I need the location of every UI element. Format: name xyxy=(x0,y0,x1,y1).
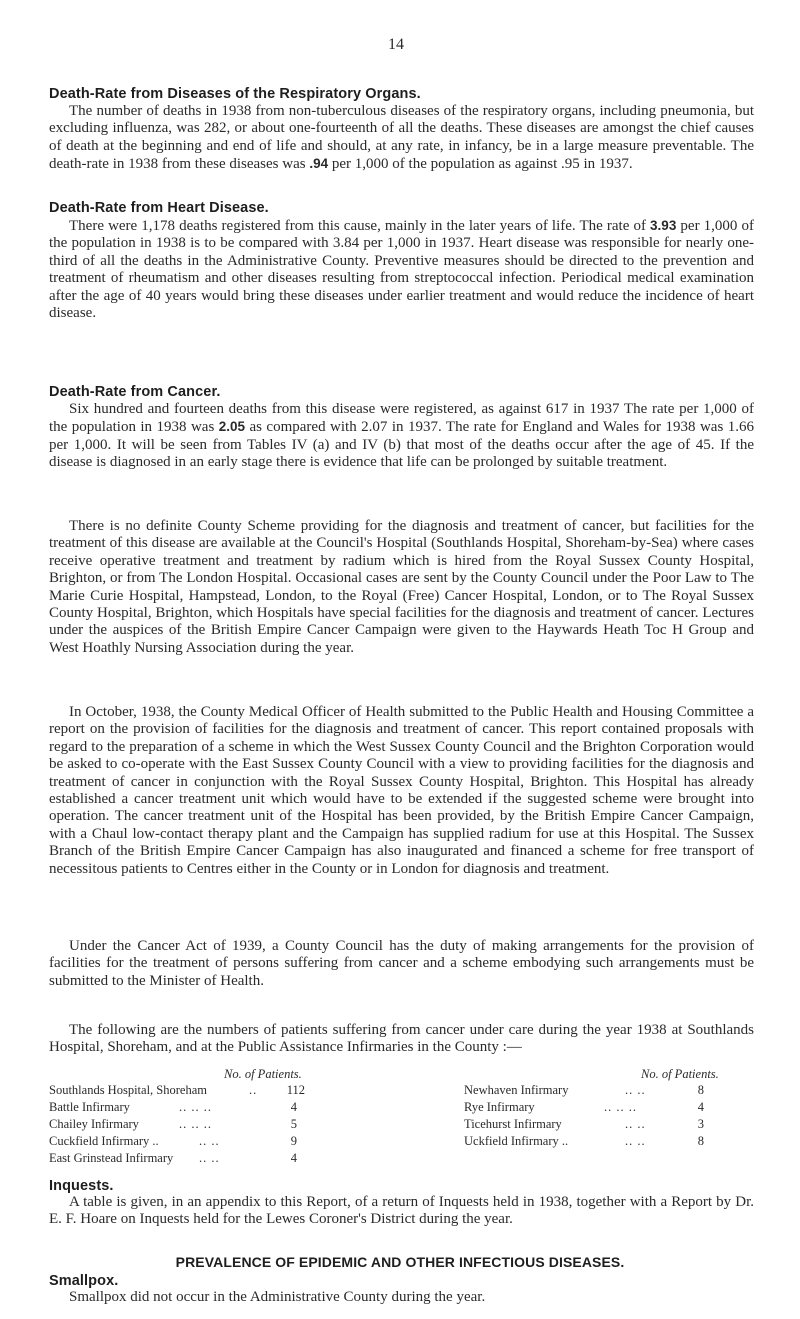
table-row xyxy=(49,1151,389,1167)
left-column-header: No. of Patients. xyxy=(224,1067,302,1081)
cancer-paragraph-2: There is no definite County Scheme providing for the diagnosis and treatment of cancer, but facilities for the treatment of this disease are available at the Council's Hospital (Southlands Hospital, Shoreham-by-Sea) where cases receive operative treatment and treatment by radium which is hired from the Royal Sussex County Hospital, Brighton, or from The London Hospital. Occasional cases are sent by the County Council under the Poor Law to The Marie Curie Hospital, Hampstead, London, to the Royal (Free) Cancer Hospital, London, or to The Royal Sussex County Hospital, Brighton, which Hospitals have special facilities for the diagnosis and treatment of cancer. Lectures under the auspices of the British Empire Cancer Campaign were given to the Haywards Heath Toc H Group and West Hoathly Nursing Association during the year. xyxy=(49,518,754,656)
table-row xyxy=(49,1100,389,1116)
cancer-paragraph-5: The following are the numbers of patients suffering from cancer under care during the year 1938 at Southlands Hospital, Shoreham, and at the Public Assistance Infirmaries in the County :— xyxy=(49,1022,754,1056)
heart-section xyxy=(49,200,754,322)
text-run: as compared with 2.07 in 1937. The rate for England and Wales for 1938 was 1.66 per 1,000. It will be seen from Tables IV (a) and IV (b) that most of the deaths occur after the age of 45. If the disease is diagnosed in an early stage there is evidence that life can be prolonged by suitable treatment. xyxy=(49,419,754,471)
leader-dots: .. .. xyxy=(625,1117,646,1131)
table-row xyxy=(49,1117,389,1133)
patient-count: 5 xyxy=(290,1117,297,1131)
leader-dots: .. .. xyxy=(625,1083,646,1097)
rate-value: 2.05 xyxy=(218,419,246,435)
page-number: 14 xyxy=(388,36,404,53)
smallpox-heading: Smallpox. xyxy=(49,1273,119,1289)
cancer-heading: Death-Rate from Cancer. xyxy=(49,384,221,400)
leader-dots: .. .. xyxy=(625,1134,646,1148)
table-row xyxy=(464,1117,764,1133)
patient-count: 3 xyxy=(697,1117,704,1131)
leader-dots: .. .. .. xyxy=(179,1100,212,1114)
rate-value: .94 xyxy=(309,156,329,172)
facility-name: Southlands Hospital, Shoreham xyxy=(49,1083,207,1097)
prevalence-heading-wrap xyxy=(0,1254,800,1270)
smallpox-paragraph: Smallpox did not occur in the Administrative County during the year. xyxy=(69,1289,486,1305)
cancer-section-5 xyxy=(49,1022,754,1057)
cancer-section-3 xyxy=(49,704,754,878)
facility-name: Battle Infirmary xyxy=(49,1100,130,1114)
patient-count: 4 xyxy=(290,1100,297,1114)
table-row xyxy=(464,1083,764,1099)
inquests-heading: Inquests. xyxy=(49,1178,114,1194)
text-run: The number of deaths in 1938 from non-tuberculous diseases of the respiratory organs, including pneumonia, but excluding influenza, was 282, or about one-fourteenth of all the deaths. These diseases are amongst the chief causes of death at the beginning and end of life and should, at any rate, in infancy, be in a large measure preventable. The death-rate in 1938 from these diseases was xyxy=(49,103,754,173)
patient-count: 4 xyxy=(290,1151,297,1165)
cancer-section-2 xyxy=(49,518,754,657)
rate-value: 3.93 xyxy=(650,218,677,233)
facility-name: Uckfield Infirmary .. xyxy=(464,1134,569,1148)
heart-paragraph xyxy=(49,217,754,322)
leader-dots: .. .. .. xyxy=(604,1100,637,1114)
text-run: per 1,000 of the population as against .95 in 1937. xyxy=(328,156,633,173)
respiratory-section xyxy=(49,86,754,174)
cancer-paragraph-3: In October, 1938, the County Medical Officer of Health submitted to the Public Health and Housing Committee a report on the provision of facilities for the diagnosis and treatment of cancer. This report contained proposals with regard to the preparation of a scheme in which the West Sussex County Council and the Brighton Corporation would be asked to co-operate with the East Sussex County Council with a view to providing facilities for the diagnosis and treatment of cancer in conjunction with the Royal Sussex County Hospital, Brighton. This Hospital has already established a cancer treatment unit which would have to be extended if the suggested scheme were brought into operation. The cancer treatment unit of the Hospital has been provided, by the British Empire Cancer Campaign, with a Chaul low-contact therapy plant and the Campaign has supplied radium for use at this Hospital. The Sussex Branch of the British Empire Cancer Campaign has also inaugurated and financed a scheme for free transport of necessitous patients to Centres either in the County or in London for diagnosis and treatment. xyxy=(49,704,754,877)
patient-count: 112 xyxy=(286,1083,305,1097)
facility-name: Chailey Infirmary xyxy=(49,1117,139,1131)
facility-name: Newhaven Infirmary xyxy=(464,1083,569,1097)
table-row xyxy=(464,1100,764,1116)
facility-name: Ticehurst Infirmary xyxy=(464,1117,562,1131)
table-row xyxy=(49,1134,389,1150)
smallpox-section xyxy=(49,1273,754,1306)
text-run: There were 1,178 deaths registered from this cause, mainly in the later years of life. The rate of xyxy=(69,218,651,234)
cancer-section-4 xyxy=(49,938,754,990)
patient-count: 4 xyxy=(697,1100,704,1114)
facility-name: East Grinstead Infirmary xyxy=(49,1151,174,1165)
heart-heading: Death-Rate from Heart Disease. xyxy=(49,200,269,216)
prevalence-heading: PREVALENCE OF EPIDEMIC AND OTHER INFECTIOUS DISEASES. xyxy=(175,1254,625,1270)
cancer-paragraph-1 xyxy=(49,401,754,472)
right-column-header: No. of Patients. xyxy=(641,1067,719,1081)
patient-count: 9 xyxy=(290,1134,297,1148)
text-run: per 1,000 of the population in 1938 is to be compared with 3.84 per 1,000 in 1937. Heart disease was responsible for nearly one-third of all the deaths in the Administrative County. Preventive measures should be directed to the prevention and treatment of rheumatism and other diseases resulting from streptococcal infection. Periodical medical examination after the age of 40 years would bring these diseases under earlier treatment and would reduce the incidence of heart disease. xyxy=(49,218,754,322)
text-run: Six hundred and fourteen deaths from this disease were registered, as against 617 in 1937 The rate per 1,000 of the population in 1938 was xyxy=(49,401,754,436)
leader-dots: .. .. xyxy=(199,1151,220,1165)
facility-name: Cuckfield Infirmary .. xyxy=(49,1134,159,1148)
cancer-paragraph-4: Under the Cancer Act of 1939, a County Council has the duty of making arrangements for the provision of facilities for the treatment of persons suffering from cancer and a scheme embodying such arrangements must be submitted to the Minister of Health. xyxy=(49,938,754,989)
facility-name: Rye Infirmary xyxy=(464,1100,535,1114)
table-row xyxy=(49,1083,389,1099)
respiratory-heading: Death-Rate from Diseases of the Respiratory Organs. xyxy=(49,86,421,102)
inquests-paragraph: A table is given, in an appendix to this Report, of a return of Inquests held in 1938, together with a Report by Dr. E. F. Hoare on Inquests held for the Lewes Coroner's District during the year. xyxy=(49,1194,754,1228)
respiratory-paragraph xyxy=(49,103,754,174)
inquests-section xyxy=(49,1178,754,1229)
cancer-section xyxy=(49,384,754,472)
leader-dots: .. .. xyxy=(199,1134,220,1148)
patient-count: 8 xyxy=(697,1083,704,1097)
table-row xyxy=(464,1134,764,1150)
patient-count: 8 xyxy=(697,1134,704,1148)
leader-dots: .. xyxy=(249,1083,258,1097)
leader-dots: .. .. .. xyxy=(179,1117,212,1131)
